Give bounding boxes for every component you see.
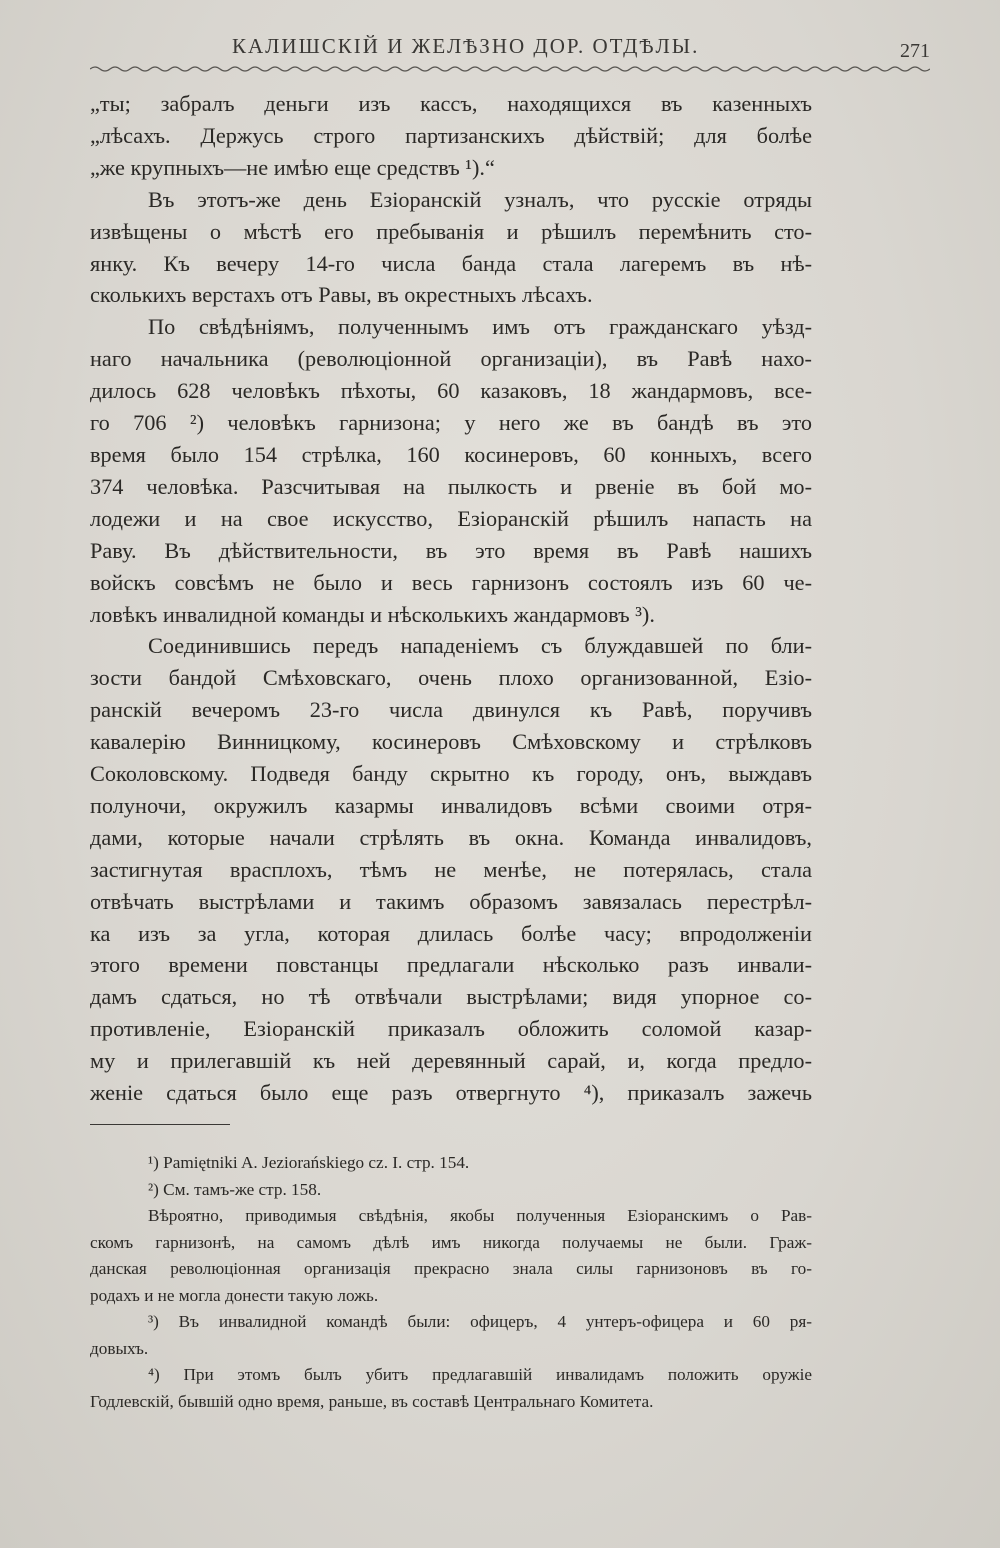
body-line: время было 154 стрѣлка, 160 косинеровъ, 60 конныхъ, всего [90, 441, 812, 467]
body-line: Въ этотъ-же день Езіоранскій узналъ, что русскіе отряды [148, 186, 812, 212]
body-line: „лѣсахъ. Держусь строго партизанскихъ дѣйствій; для болѣе [90, 122, 812, 148]
body-line: дамъ сдаться, но тѣ отвѣчали выстрѣлами; видя упорное со- [90, 984, 812, 1010]
footnote-line: ³) Въ инвалидной командѣ были: офицеръ, 4 унтеръ-офицера и 60 ря- [148, 1312, 812, 1331]
body-line: „же крупныхъ—не имѣю еще средствъ ¹).“ [90, 154, 495, 180]
body-line: „ты; забралъ деньги изъ кассъ, находящихся въ казенныхъ [90, 91, 812, 116]
body-line: зости бандой Смѣховскаго, очень плохо организованной, Езіо- [90, 665, 812, 691]
footnote-line: родахъ и не могла донести такую ложь. [90, 1285, 379, 1305]
body-line: сколькихъ верстахъ отъ Равы, въ окрестныхъ лѣсахъ. [90, 282, 593, 308]
body-line: лодежи и на свое искусство, Езіоранскій рѣшилъ напасть на [90, 505, 812, 531]
body-line: му и прилегавшій къ ней деревянный сарай, и, когда предло- [90, 1048, 812, 1074]
body-line: полуночи, окружилъ казармы инвалидовъ всѣми своими отря- [90, 792, 812, 818]
footnote-line: Годлевскій, бывшій одно время, раньше, въ составѣ Центральнаго Комитета. [90, 1391, 654, 1411]
body-line: ранскій вечеромъ 23-го числа двинулся къ Равѣ, поручивъ [90, 697, 812, 723]
footnote-line: Вѣроятно, приводимыя свѣдѣнія, якобы полученныя Езіоранскимъ о Рав- [148, 1206, 812, 1225]
footnotes [90, 1150, 812, 1415]
footnote-line: ⁴) При этомъ былъ убитъ предлагавшій инвалидамъ положить оружіе [148, 1365, 812, 1384]
body-line: отвѣчать выстрѣлами и такимъ образомъ завязалась перестрѣл- [90, 888, 812, 914]
body-line: извѣщены о мѣстѣ его пребыванія и рѣшилъ перемѣнить сто- [90, 218, 812, 244]
body-line: женіе сдаться было еще разъ отвергнуто ⁴), приказалъ зажечь [90, 1080, 812, 1106]
footnote-line: ²) См. тамъ-же стр. 158. [148, 1179, 322, 1199]
footnote-line: данская революціонная организація прекрасно знала силы гарнизоновъ въ го- [90, 1259, 812, 1278]
footnote-line: скомъ гарнизонѣ, на самомъ дѣлѣ имъ никогда получаемы не были. Граж- [90, 1232, 812, 1252]
body-line: го 706 ²) человѣкъ гарнизона; у него же въ бандѣ въ это [90, 410, 812, 436]
footnote-separator [90, 1124, 230, 1125]
running-title: КАЛИШСКІЙ И ЖЕЛѢЗНО ДОР. ОТДѢЛЫ. [232, 34, 700, 58]
body-line: дами, которые начали стрѣлять въ окна. Команда инвалидовъ, [90, 824, 812, 850]
body-line: ловѣкъ инвалидной команды и нѣсколькихъ жандармовъ ³). [90, 601, 655, 627]
body-line: янку. Къ вечеру 14-го числа банда стала лагеремъ въ нѣ- [90, 250, 812, 276]
body-line: ка изъ за угла, которая длилась болѣе часу; впродолженіи [90, 920, 812, 946]
body-line: дилось 628 человѣкъ пѣхоты, 60 казаковъ, 18 жандармовъ, все- [90, 378, 812, 404]
body-line: этого времени повстанцы предлагали нѣсколько разъ инвали- [90, 952, 812, 978]
header-wavy-rule [90, 64, 930, 74]
body-line: войскъ совсѣмъ не было и весь гарнизонъ состоялъ изъ 60 че- [90, 569, 812, 595]
body-line: Соколовскому. Подведя банду скрытно къ городу, онъ, выждавъ [90, 761, 812, 787]
body-line: застигнутая врасплохъ, тѣмъ не менѣе, не потерялась, стала [90, 856, 812, 882]
page-number: 271 [900, 40, 930, 62]
body-line: кавалерію Винницкому, косинеровъ Смѣховскому и стрѣлковъ [90, 729, 812, 755]
body-line: наго начальника (революціонной организаціи), въ Равѣ нахо- [90, 346, 812, 372]
body-line: противленіе, Езіоранскій приказалъ обложить соломой казар- [90, 1016, 812, 1042]
footnote-line: ¹) Pamiętniki A. Jeziorańskiego cz. I. стр. 154. [148, 1153, 470, 1172]
body-text [90, 88, 812, 1109]
body-line: 374 человѣка. Разсчитывая на пылкость и рвеніе въ бой мо- [90, 473, 812, 499]
footnote-line: довыхъ. [90, 1338, 149, 1358]
body-line: Соединившись передъ нападеніемъ съ блуждавшей по бли- [148, 633, 812, 659]
page-header [90, 28, 930, 68]
body-line: Раву. Въ дѣйствительности, въ это время въ Равѣ нашихъ [90, 537, 812, 563]
body-line: По свѣдѣніямъ, полученнымъ имъ отъ гражданскаго уѣзд- [148, 314, 812, 340]
